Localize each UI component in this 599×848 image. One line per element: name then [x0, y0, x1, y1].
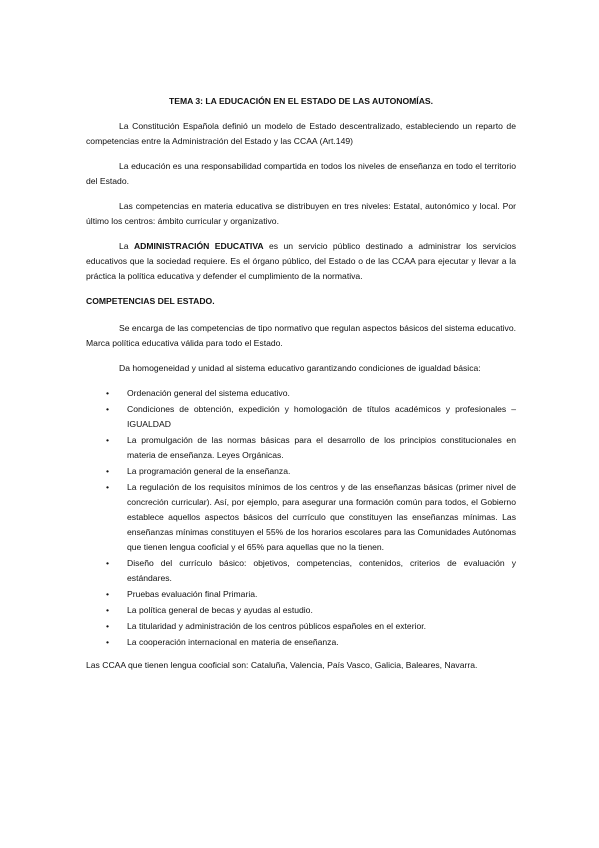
list-item [86, 587, 516, 602]
list-item [86, 464, 516, 479]
bullet-icon: • [106, 466, 110, 476]
list-item-text: Condiciones de obtención, expedición y homologación de títulos académicos y profesionales –IGUALDAD [127, 404, 516, 429]
bullet-icon: • [106, 637, 110, 647]
list-item [86, 556, 516, 586]
list-item [86, 635, 516, 650]
document-page [86, 94, 516, 683]
list-item-text: La cooperación internacional en materia de enseñanza. [127, 637, 339, 647]
bullet-icon: • [106, 404, 110, 414]
bullet-icon: • [106, 435, 110, 445]
administracion-educativa-term: ADMINISTRACIÓN EDUCATIVA [133, 241, 264, 251]
intro-paragraph-4 [86, 239, 516, 284]
list-item-text: Pruebas evaluación final Primaria. [127, 589, 258, 599]
competencias-list [86, 386, 516, 650]
list-item-text: La promulgación de las normas básicas para el desarrollo de los principios constitucionales en materia de enseñanza. Leyes Orgánicas. [127, 435, 516, 460]
list-item-text: La regulación de los requisitos mínimos de los centros y de las enseñanzas básicas (primer nivel de concreción curricular). Así, por ejemplo, para asegurar una formación común para todos, el Gobierno establece aquellos aspectos básicos del currículo que constituyen las enseñanzas mínimas. Las enseñanzas mínimas constituyen el 55% de los horarios escolares para las Comunidades Autónomas que tienen lengua cooficial y el 65% para aquellas que no la tienen. [127, 482, 516, 552]
intro-paragraph-3: Las competencias en materia educativa se distribuyen en tres niveles: Estatal, autonómico y local. Por último los centros: ámbito curricular y organizativo. [86, 201, 516, 226]
list-item [86, 402, 516, 432]
list-item-text: Diseño del currículo básico: objetivos, competencias, contenidos, criterios de evaluación y estándares. [127, 558, 516, 583]
intro-paragraph-1: La Constitución Española definió un modelo de Estado descentralizado, estableciendo un reparto de competencias entre la Administración del Estado y las CCAA (Art.149) [86, 121, 516, 146]
bullet-icon: • [106, 388, 110, 398]
intro-paragraph-2: La educación es una responsabilidad compartida en todos los niveles de enseñanza en todo el territorio del Estado. [86, 161, 516, 186]
bullet-icon: • [106, 558, 110, 568]
closing-paragraph: Las CCAA que tienen lengua cooficial son: Cataluña, Valencia, País Vasco, Galicia, Baleares, Navarra. [86, 660, 478, 670]
list-item [86, 433, 516, 463]
paragraph-4-body: es un servicio público destinado a administrar los servicios educativos que la sociedad requiere. Es el órgano público, del Estado o de las CCAA para ejecutar y llevar a la práctica la política educativa y defender el cumplimiento de la normativa. [86, 241, 516, 281]
list-item [86, 386, 516, 401]
list-item [86, 603, 516, 618]
section-paragraph-2: Da homogeneidad y unidad al sistema educativo garantizando condiciones de igualdad básica: [119, 363, 481, 373]
bullet-icon: • [106, 621, 110, 631]
list-item [86, 619, 516, 634]
list-item-text: La titularidad y administración de los centros públicos españoles en el exterior. [127, 621, 427, 631]
list-item-text: La programación general de la enseñanza. [127, 466, 291, 476]
list-item-text: La política general de becas y ayudas al estudio. [127, 605, 313, 615]
list-item [86, 480, 516, 555]
paragraph-4-prefix: La [119, 241, 134, 251]
section-paragraph-1: Se encarga de las competencias de tipo normativo que regulan aspectos básicos del sistema educativo. Marca política educativa válida para todo el Estado. [86, 323, 516, 348]
bullet-icon: • [106, 589, 110, 599]
section-heading: COMPETENCIAS DEL ESTADO. [86, 296, 215, 306]
page-title: TEMA 3: LA EDUCACIÓN EN EL ESTADO DE LAS AUTONOMÍAS. [168, 96, 434, 106]
bullet-icon: • [106, 482, 110, 492]
list-item-text: Ordenación general del sistema educativo. [127, 388, 290, 398]
bullet-icon: • [106, 605, 110, 615]
